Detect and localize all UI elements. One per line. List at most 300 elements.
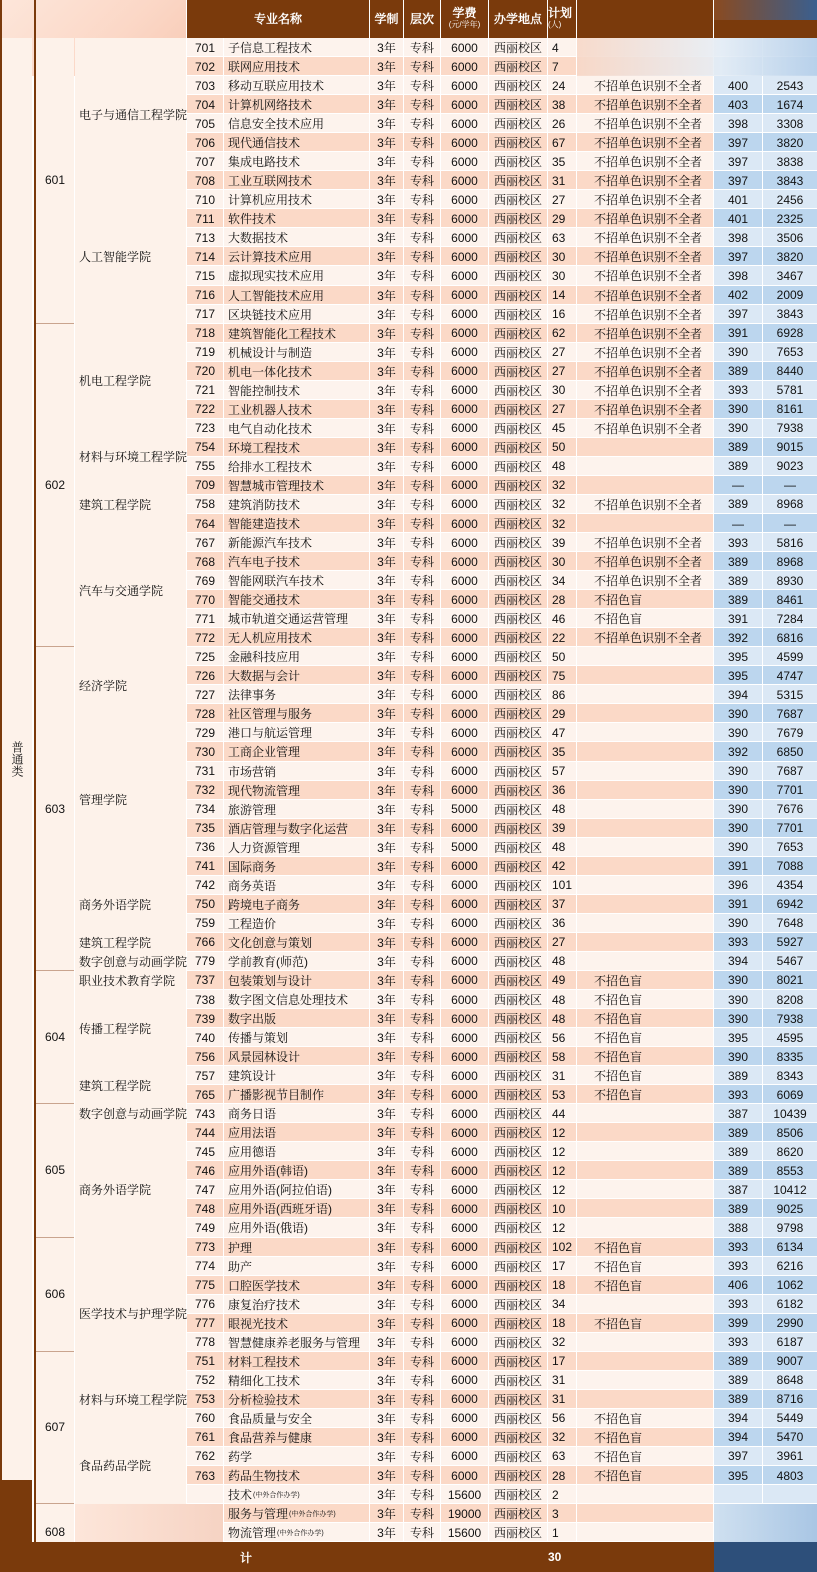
cell-plan-text: 31: [552, 1392, 566, 1407]
cell-loc-text: 西丽校区: [493, 954, 542, 969]
cell-rank: [763, 628, 817, 647]
cell-code-text: 706: [194, 135, 216, 150]
cell-plan-text: 49: [552, 973, 566, 988]
cell-fee-text: 6000: [451, 573, 478, 588]
cell-loc-text: 西丽校区: [493, 402, 542, 417]
cell-major-text: 食品质量与安全: [228, 1411, 313, 1426]
cell-rank: [763, 762, 817, 781]
cell-score: [714, 762, 762, 781]
cell-note: [590, 438, 717, 457]
cell-score-text: —: [732, 478, 744, 493]
cell-major-text: 传播与策划: [228, 1031, 289, 1046]
cell-fee-text: 6000: [451, 764, 478, 779]
cell-loc: [489, 914, 547, 933]
cell-rank-text: —: [784, 516, 796, 531]
cell-code: [187, 933, 223, 952]
cell-lvl: [404, 1104, 440, 1123]
cell-dur-text: 3年: [377, 459, 396, 474]
cell-code: [187, 114, 223, 133]
cell-rank: [763, 800, 817, 819]
cell-major: [224, 1066, 373, 1085]
cell-dur-text: 3年: [377, 288, 396, 303]
cell-loc: [489, 228, 547, 247]
cell-major-text: 精细化工技术: [228, 1373, 301, 1388]
cell-lvl-text: 专科: [409, 136, 434, 151]
cell-score-text: 393: [727, 935, 749, 950]
cell-dur-text: 3年: [377, 1069, 396, 1084]
cell-dur-text: 3年: [377, 155, 396, 170]
cell-loc: [489, 1428, 547, 1447]
cell-major-text: 无人机应用技术: [228, 631, 313, 646]
cell-plan-text: 32: [552, 1430, 566, 1445]
cell-dur: [370, 590, 403, 609]
cell-fee: [441, 1104, 488, 1123]
cell-note-text: 不招色盲: [594, 1259, 643, 1274]
cell-dur: [370, 685, 403, 704]
cell-lvl-text: 专科: [409, 440, 434, 455]
cell-lvl-text: 专科: [409, 41, 434, 56]
cell-loc: [489, 685, 547, 704]
cell-rank-text: 3820: [776, 135, 804, 150]
cell-major: [224, 990, 373, 1009]
cell-lvl: [404, 190, 440, 209]
cell-score-text: 391: [727, 611, 749, 626]
cell-code: [187, 990, 223, 1009]
cell-dur-text: 3年: [377, 41, 396, 56]
cell-plan-text: 35: [552, 154, 566, 169]
cell-major-text: 软件技术: [228, 212, 277, 227]
cell-score-text: 390: [727, 916, 749, 931]
cell-major-text: 新能源汽车技术: [228, 536, 313, 551]
cell-code: [187, 209, 223, 228]
cell-lvl-text: 专科: [409, 60, 434, 75]
cell-code: [187, 914, 223, 933]
cell-dur: [370, 1504, 403, 1523]
cell-major-text: 港口与航运管理: [228, 726, 313, 741]
cell-major: [224, 400, 373, 419]
cell-code-text: 767: [194, 535, 216, 550]
cell-code: [187, 552, 223, 571]
college-name: 商务外语学院: [79, 897, 152, 912]
cell-rank-text: 7679: [776, 725, 804, 740]
cell-fee: [441, 819, 488, 838]
cell-loc: [489, 1066, 547, 1085]
cell-fee-text: 6000: [451, 1392, 478, 1407]
cell-dur: [370, 1028, 403, 1047]
group-code-text: 605: [44, 1163, 66, 1178]
cell-major-text: 应用德语: [228, 1145, 277, 1160]
cell-score-text: 389: [727, 1144, 749, 1159]
cell-dur-text: 3年: [377, 402, 396, 417]
cell-dur-text: 3年: [377, 383, 396, 398]
cell-dur: [370, 266, 403, 285]
cell-score: [714, 476, 762, 495]
cell-note: [590, 171, 717, 190]
footer-score-cell: [714, 1542, 817, 1572]
cell-score: [714, 95, 762, 114]
cell-loc-text: 西丽校区: [493, 1488, 542, 1503]
cell-code-text: 704: [194, 97, 216, 112]
cell-fee-text: 6000: [451, 440, 478, 455]
cell-major-text: 计算机网络技术: [228, 98, 313, 113]
cell-rank: [763, 228, 817, 247]
cell-fee-text: 6000: [451, 383, 478, 398]
cell-note: [590, 1238, 717, 1257]
cell-loc: [489, 457, 547, 476]
college-cell: [75, 971, 186, 990]
cell-code-text: 750: [194, 897, 216, 912]
cell-rank-text: 4595: [776, 1030, 804, 1045]
cell-loc: [489, 1295, 547, 1314]
cell-major: [224, 952, 373, 971]
cell-plan-text: 3: [552, 1506, 559, 1521]
cell-fee: [441, 895, 488, 914]
cell-dur: [370, 533, 403, 552]
cell-code: [187, 1352, 223, 1371]
cell-major: [224, 800, 373, 819]
cell-plan-text: 27: [552, 192, 566, 207]
cell-note: [590, 952, 717, 971]
cell-fee: [441, 38, 488, 57]
cell-rank: [763, 1066, 817, 1085]
cell-major-text: 国际商务: [228, 859, 277, 874]
cell-note-text: 不招色盲: [594, 1012, 643, 1027]
cell-score-text: 389: [727, 497, 749, 512]
cell-loc: [489, 952, 547, 971]
cell-score: [714, 1371, 762, 1390]
cell-score-text: 389: [727, 554, 749, 569]
cell-note-text: 不招单色识别不全者: [594, 402, 703, 417]
cell-code: [187, 1314, 223, 1333]
cell-fee: [441, 76, 488, 95]
header-fee-unit: (元/学年): [448, 20, 481, 29]
cell-rank-text: 5927: [776, 935, 804, 950]
cell-lvl-text: 专科: [409, 1107, 434, 1122]
cell-fee: [441, 1180, 488, 1199]
cell-note-text: 不招色盲: [594, 1088, 643, 1103]
cell-score: [714, 1485, 762, 1504]
cell-loc: [489, 990, 547, 1009]
cell-score: [714, 933, 762, 952]
cell-major-text: 智慧城市管理技术: [228, 478, 325, 493]
cell-rank-text: 5467: [776, 954, 804, 969]
cell-lvl-text: 专科: [409, 364, 434, 379]
cell-code-text: 775: [194, 1278, 216, 1293]
cell-score: [714, 419, 762, 438]
cell-rank-text: 7701: [776, 783, 804, 798]
cell-code-text: 748: [194, 1201, 216, 1216]
cell-fee: [441, 1009, 488, 1028]
cell-major-text: 应用外语(阿拉伯语): [228, 1183, 332, 1198]
cell-rank-text: 6850: [776, 744, 804, 759]
cell-major-text: 城市轨道交通运营管理: [228, 612, 349, 627]
cell-major: [224, 1314, 373, 1333]
cell-loc: [489, 343, 547, 362]
cell-lvl-text: 专科: [409, 1297, 434, 1312]
cell-code: [187, 1104, 223, 1123]
cell-fee: [441, 152, 488, 171]
cell-note: [590, 628, 717, 647]
cell-fee-text: 6000: [451, 345, 478, 360]
cell-note-text: 不招色盲: [594, 1278, 643, 1293]
cell-dur-text: 3年: [377, 555, 396, 570]
cell-loc-text: 西丽校区: [493, 916, 542, 931]
header-location-label: 办学地点: [493, 12, 542, 26]
cell-fee-text: 6000: [451, 1297, 478, 1312]
cell-loc: [489, 1047, 547, 1066]
cell-loc-text: 西丽校区: [493, 1373, 542, 1388]
cell-code-text: 717: [194, 307, 216, 322]
cell-code: [187, 1123, 223, 1142]
cell-rank-text: 8930: [776, 573, 804, 588]
cell-dur-text: 3年: [377, 1335, 396, 1350]
cell-code: [187, 819, 223, 838]
cell-code: [187, 1371, 223, 1390]
cell-score: [714, 343, 762, 362]
cell-dur-text: 3年: [377, 1411, 396, 1426]
cell-score-text: 390: [727, 973, 749, 988]
cell-rank: [763, 971, 817, 990]
cell-fee-text: 6000: [451, 821, 478, 836]
cell-plan-text: 24: [552, 78, 566, 93]
cell-lvl-text: 专科: [409, 1469, 434, 1484]
cell-code: [187, 438, 223, 457]
cell-fee: [441, 1257, 488, 1276]
cell-major: [224, 552, 373, 571]
cell-dur: [370, 1485, 403, 1504]
cell-code: [187, 1066, 223, 1085]
cell-major: [224, 514, 373, 533]
cell-score-text: 390: [727, 725, 749, 740]
cell-loc-text: 西丽校区: [493, 973, 542, 988]
cell-dur: [370, 571, 403, 590]
college-cell: [75, 38, 186, 190]
cell-fee-text: 6000: [451, 1049, 478, 1064]
cell-loc-text: 西丽校区: [493, 288, 542, 303]
cell-code: [187, 1428, 223, 1447]
cell-fee-text: 6000: [451, 1087, 478, 1102]
cell-rank-text: 7648: [776, 916, 804, 931]
cell-rank-text: 6942: [776, 897, 804, 912]
cell-code: [187, 457, 223, 476]
cell-dur: [370, 247, 403, 266]
cell-plan-text: 36: [552, 783, 566, 798]
cell-rank: [763, 419, 817, 438]
cell-note: [590, 590, 717, 609]
cell-note: [590, 762, 717, 781]
cell-code: [187, 1028, 223, 1047]
cell-lvl: [404, 781, 440, 800]
cell-major: [224, 362, 373, 381]
cell-loc: [489, 609, 547, 628]
cell-lvl: [404, 1409, 440, 1428]
cell-rank: [763, 1161, 817, 1180]
cell-dur-text: 3年: [377, 1316, 396, 1331]
cell-loc-text: 西丽校区: [493, 1469, 542, 1484]
cell-rank: [763, 114, 817, 133]
cell-code-text: 771: [194, 611, 216, 626]
cell-rank-text: 9023: [776, 459, 804, 474]
cell-major-text: 给排水工程技术: [228, 459, 313, 474]
cell-major-text: 人工智能技术应用: [228, 288, 325, 303]
cell-score: [714, 895, 762, 914]
cell-rank-text: 3467: [776, 268, 804, 283]
cell-loc: [489, 1238, 547, 1257]
cell-plan-text: 58: [552, 1049, 566, 1064]
group-code-cell: [36, 38, 74, 324]
cell-loc-text: 西丽校区: [493, 1259, 542, 1274]
cell-major: [224, 704, 373, 723]
cell-lvl: [404, 800, 440, 819]
cell-plan-text: 32: [552, 478, 566, 493]
cell-plan-text: 48: [552, 992, 566, 1007]
cell-lvl-text: 专科: [409, 916, 434, 931]
cell-score-text: 399: [727, 1316, 749, 1331]
cell-fee: [441, 1390, 488, 1409]
cell-major-text: 汽车电子技术: [228, 555, 301, 570]
cell-score-text: 390: [727, 706, 749, 721]
cell-fee: [441, 457, 488, 476]
cell-dur: [370, 781, 403, 800]
cell-code-text: 779: [194, 954, 216, 969]
cell-dur-text: 3年: [377, 688, 396, 703]
cell-major: [224, 305, 373, 324]
cell-loc: [489, 933, 547, 952]
cell-note-text: 不招单色识别不全者: [594, 212, 703, 227]
cell-major-text: 虚拟现实技术应用: [228, 269, 325, 284]
cell-note: [590, 571, 717, 590]
cell-code-text: 703: [194, 78, 216, 93]
cell-code: [187, 971, 223, 990]
cell-fee-text: 6000: [451, 725, 478, 740]
cell-major: [224, 57, 373, 76]
cell-code-text: 722: [194, 402, 216, 417]
cell-rank-text: 4599: [776, 649, 804, 664]
cell-score: [714, 76, 762, 95]
cell-code: [187, 1257, 223, 1276]
cell-fee: [441, 114, 488, 133]
cell-rank: [763, 552, 817, 571]
cell-note: [590, 1447, 717, 1466]
cell-fee: [441, 1333, 488, 1352]
cell-fee: [441, 209, 488, 228]
cell-code: [187, 1333, 223, 1352]
cell-rank-text: —: [784, 478, 796, 493]
college-cell: [75, 1428, 186, 1504]
cell-score: [714, 1142, 762, 1161]
cell-score: [714, 1333, 762, 1352]
cell-lvl: [404, 171, 440, 190]
cell-note: [590, 1199, 717, 1218]
college-name: 建筑工程学院: [79, 497, 152, 512]
college-name: 职业技术教育学院: [79, 973, 176, 988]
cell-major-note: (中外合作办学): [289, 1510, 336, 1518]
cell-loc: [489, 152, 547, 171]
cell-fee-text: 6000: [451, 554, 478, 569]
cell-plan-text: 32: [552, 1335, 566, 1350]
cell-major-text: 建筑消防技术: [228, 497, 301, 512]
cell-dur-text: 3年: [377, 1526, 396, 1541]
cell-rank-text: 2990: [776, 1316, 804, 1331]
cell-code-text: 710: [194, 192, 216, 207]
cell-plan-text: 12: [552, 1220, 566, 1235]
cell-code: [187, 762, 223, 781]
cell-fee-text: 6000: [451, 1278, 478, 1293]
cell-plan-text: 48: [552, 1011, 566, 1026]
cell-score: [714, 1123, 762, 1142]
cell-lvl-text: 专科: [409, 954, 434, 969]
cell-fee: [441, 171, 488, 190]
cell-lvl-text: 专科: [409, 1316, 434, 1331]
cell-note-text: 不招色盲: [594, 1316, 643, 1331]
cell-note: [590, 1409, 717, 1428]
cell-lvl-text: 专科: [409, 593, 434, 608]
cell-note: [590, 133, 717, 152]
cell-note-text: 不招色盲: [594, 1031, 643, 1046]
cell-fee: [441, 533, 488, 552]
cell-note: [590, 1257, 717, 1276]
cell-fee: [441, 1238, 488, 1257]
cell-lvl-text: 专科: [409, 1145, 434, 1160]
college-name: 建筑工程学院: [79, 1078, 152, 1093]
cell-score: [714, 1390, 762, 1409]
cell-loc: [489, 286, 547, 305]
cell-rank-text: 8161: [776, 402, 804, 417]
cell-major: [224, 933, 373, 952]
cell-loc: [489, 114, 547, 133]
cell-note: [590, 1314, 717, 1333]
cell-loc: [489, 400, 547, 419]
college-cell: [75, 190, 186, 323]
cell-dur: [370, 343, 403, 362]
cell-major-text: 现代通信技术: [228, 136, 301, 151]
cell-lvl-text: 专科: [409, 745, 434, 760]
cell-lvl-text: 专科: [409, 764, 434, 779]
cell-code-text: 713: [194, 230, 216, 245]
cell-loc-text: 西丽校区: [493, 497, 542, 512]
cell-loc: [489, 666, 547, 685]
cell-lvl-text: 专科: [409, 1449, 434, 1464]
cell-major-text: 分析检验技术: [228, 1392, 301, 1407]
cell-loc: [489, 362, 547, 381]
cell-code: [187, 1199, 223, 1218]
cell-dur: [370, 1390, 403, 1409]
cell-dur-text: 3年: [377, 364, 396, 379]
cell-plan-text: 39: [552, 535, 566, 550]
cell-fee-text: 6000: [451, 40, 478, 55]
cell-rank: [763, 590, 817, 609]
cell-major: [224, 381, 373, 400]
cell-dur: [370, 1047, 403, 1066]
cell-plan-text: 29: [552, 211, 566, 226]
cell-loc-text: 西丽校区: [493, 650, 542, 665]
cell-fee-text: 6000: [451, 1468, 478, 1483]
cell-code-text: 768: [194, 554, 216, 569]
cell-fee: [441, 742, 488, 761]
cell-score: [714, 133, 762, 152]
cell-major: [224, 723, 373, 742]
cell-dur: [370, 57, 403, 76]
cell-dur-text: 3年: [377, 98, 396, 113]
cell-dur-text: 3年: [377, 1088, 396, 1103]
cell-score-text: 393: [727, 535, 749, 550]
cell-major: [224, 266, 373, 285]
cell-major: [224, 228, 373, 247]
cell-fee: [441, 857, 488, 876]
cell-code-text: 747: [194, 1182, 216, 1197]
cell-fee-text: 6000: [451, 268, 478, 283]
cell-code: [187, 704, 223, 723]
